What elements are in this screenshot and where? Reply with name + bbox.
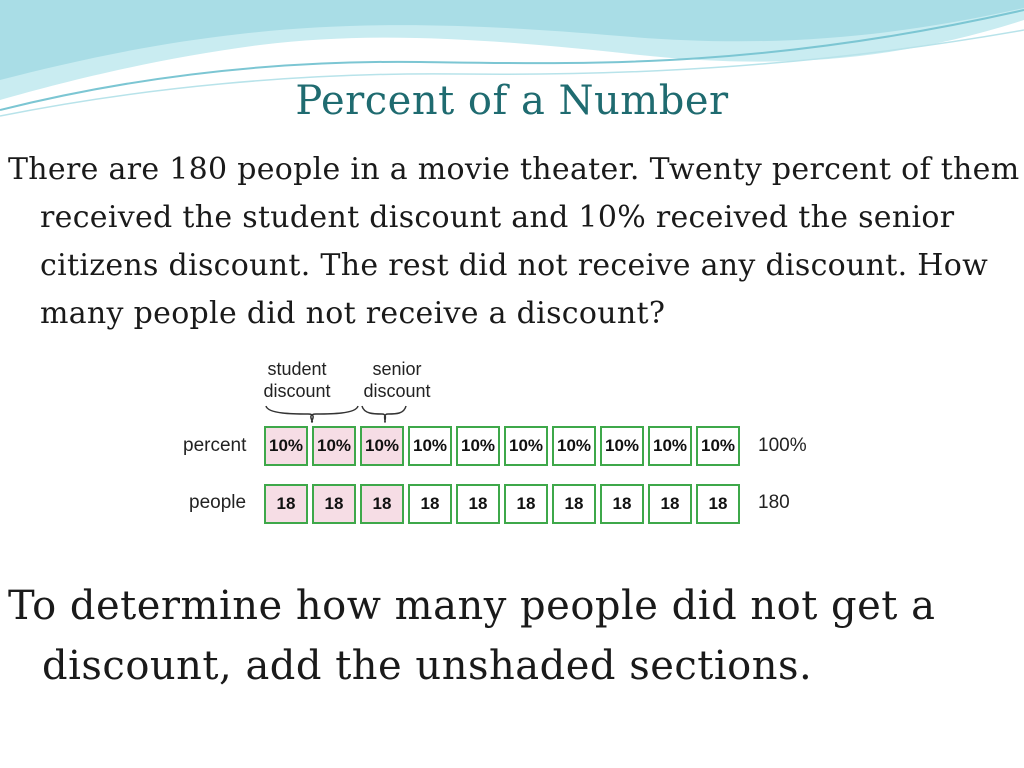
percent-cell: 10% [264,426,308,466]
people-row [264,484,744,524]
people-cell: 18 [456,484,500,524]
percent-cell: 10% [504,426,548,466]
percent-row-label: percent [183,435,247,456]
people-cell: 18 [264,484,308,524]
percent-cell: 10% [552,426,596,466]
slide-title: Percent of a Number [295,78,729,124]
percent-cell: 10% [312,426,356,466]
percent-cell: 10% [648,426,692,466]
percent-cell: 10% [600,426,644,466]
percent-row [264,426,744,466]
people-row-label: people [189,492,247,513]
percent-cell: 10% [408,426,452,466]
people-cell: 18 [600,484,644,524]
people-cell: 18 [696,484,740,524]
conclusion-text: To determine how many people did not get a discount, add the unshaded sections. [8,583,936,689]
people-cell: 18 [360,484,404,524]
people-cell: 18 [312,484,356,524]
senior-discount-label: senior discount [363,359,431,401]
percent-total: 100% [758,435,807,456]
tape-diagram [147,352,835,552]
people-cell: 18 [648,484,692,524]
problem-text: There are 180 people in a movie theater. Twenty percent of them received the student discount and 10% received the senior citizens discount. The rest did not receive any discount. How many people did not receive a discount? [8,152,1020,331]
people-total: 180 [758,492,790,513]
people-cell: 18 [552,484,596,524]
percent-cell: 10% [360,426,404,466]
people-cell: 18 [408,484,452,524]
discount-brackets [264,402,414,424]
student-discount-label: student discount [263,359,331,401]
percent-cell: 10% [696,426,740,466]
percent-cell: 10% [456,426,500,466]
people-cell: 18 [504,484,548,524]
